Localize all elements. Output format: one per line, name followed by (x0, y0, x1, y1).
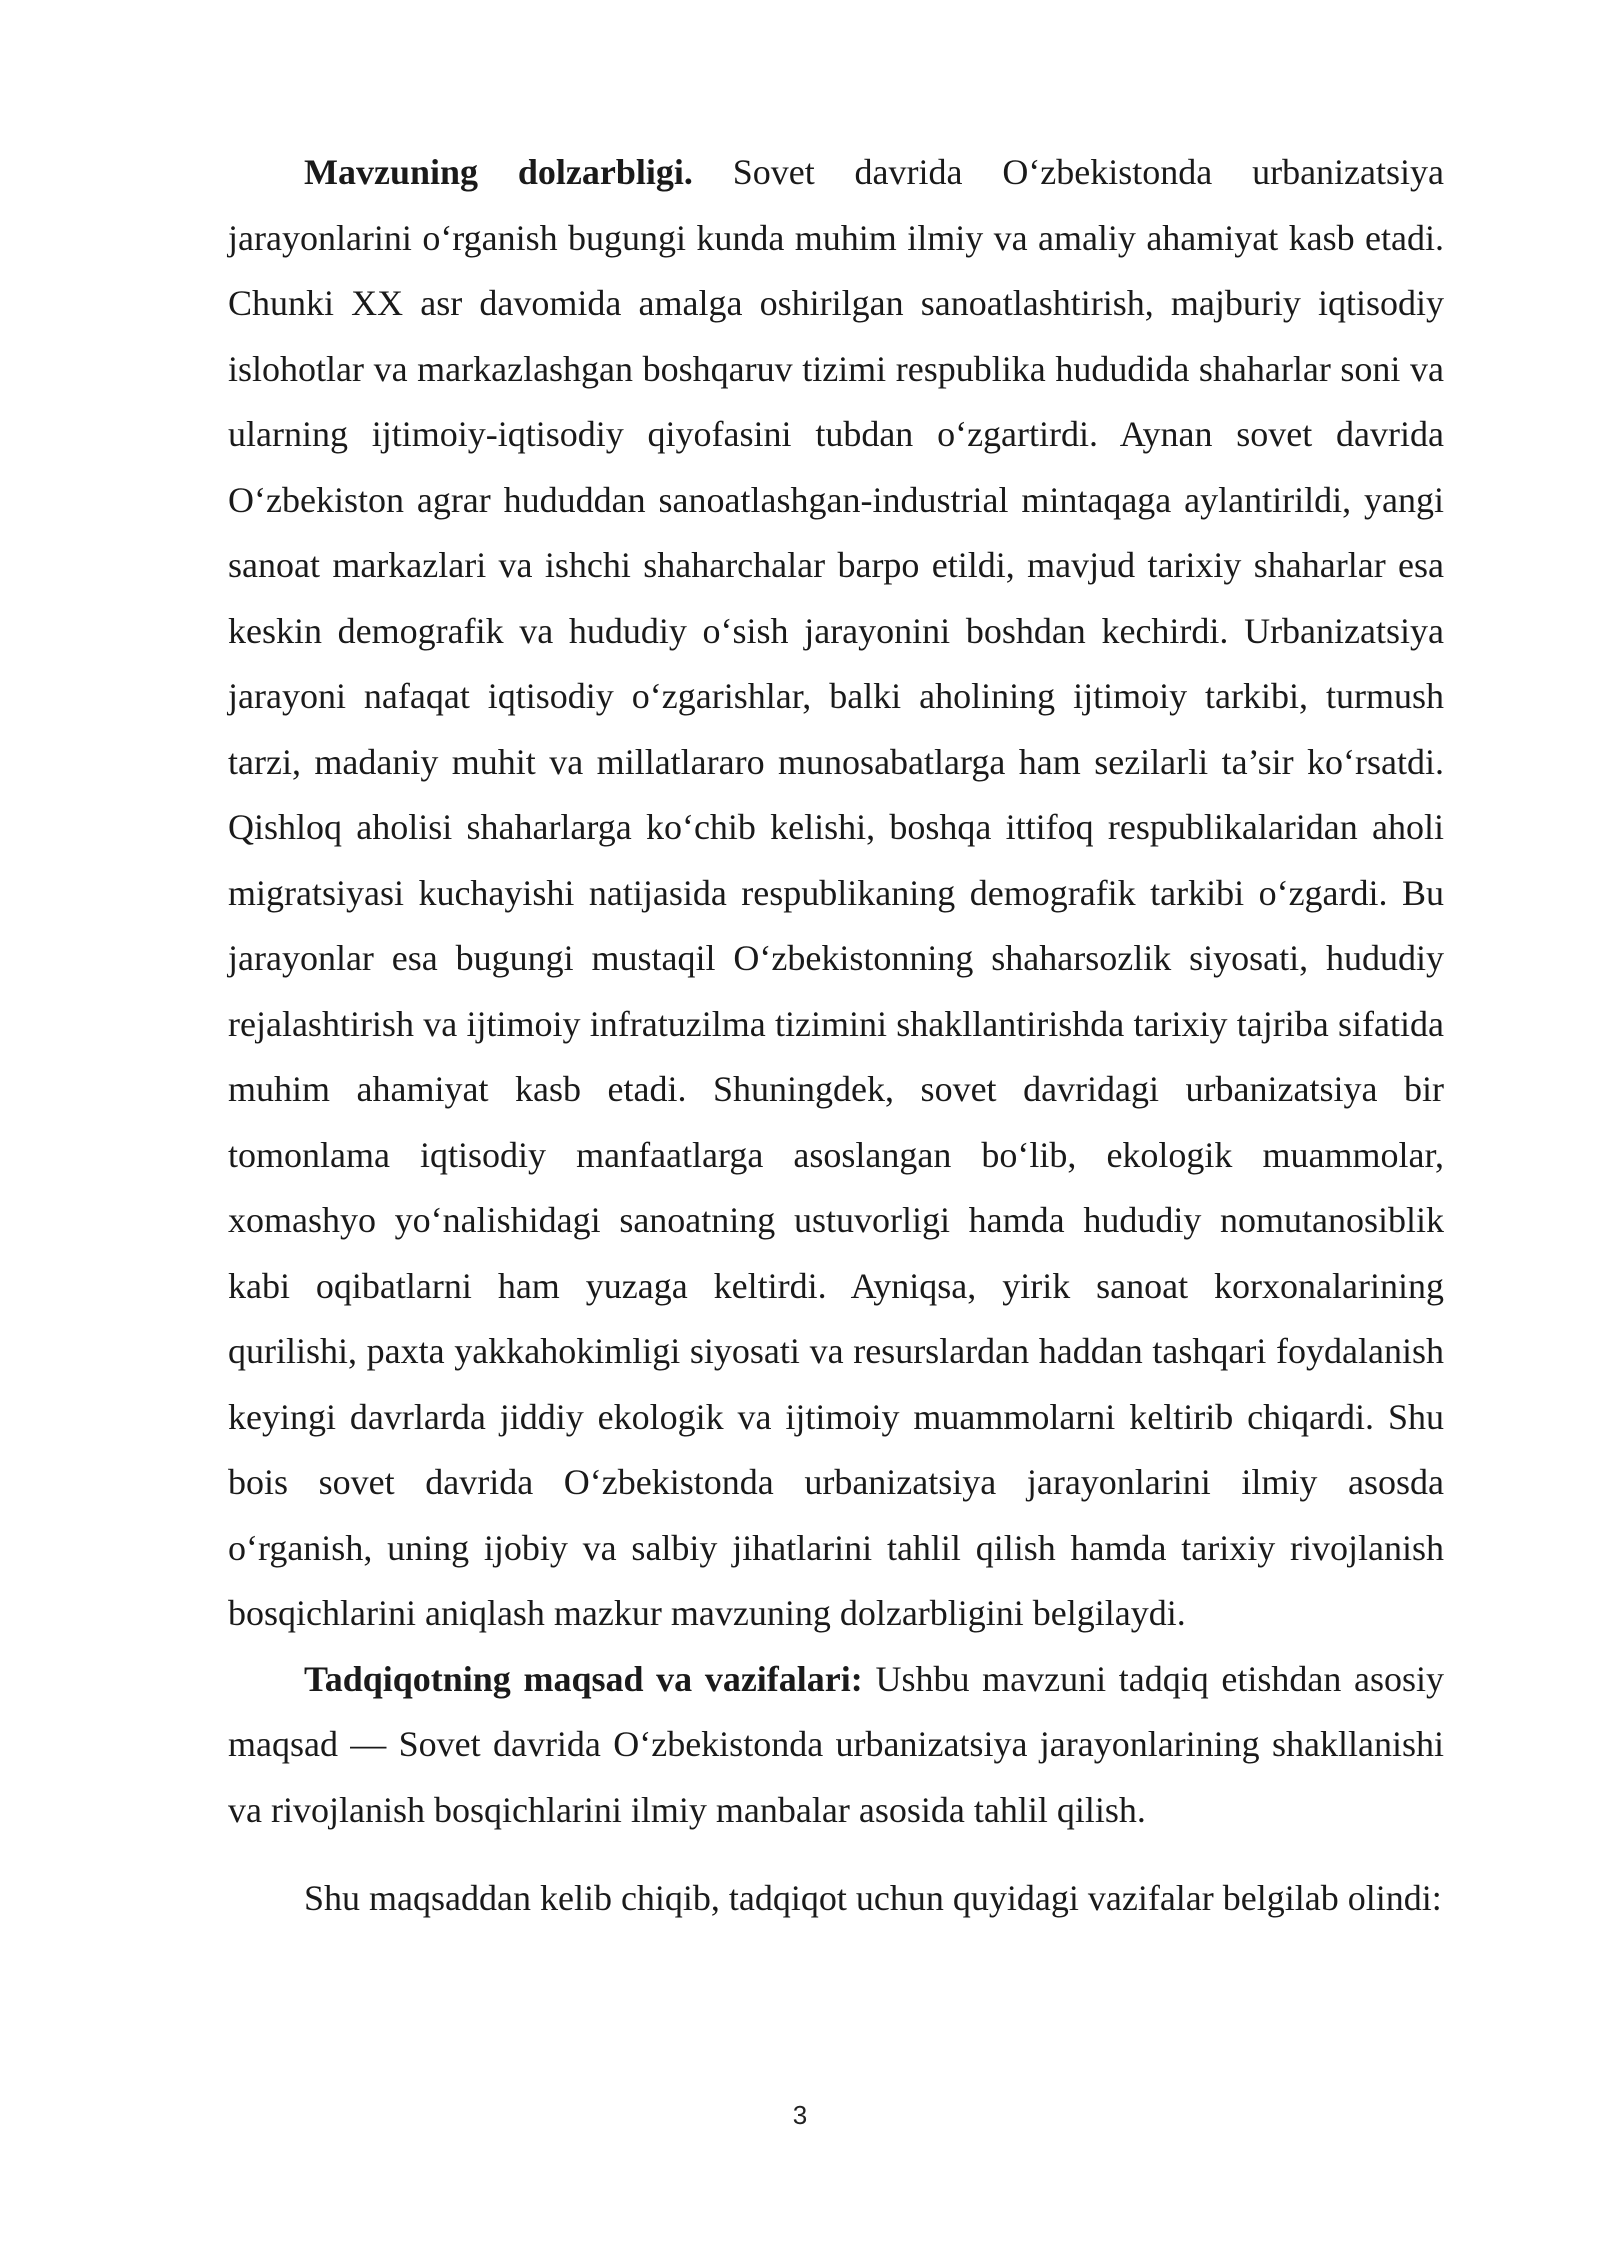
paragraph-body-relevance: Sovet davrida O‘zbekistonda urbanizatsiya jarayonlarini o‘rganish bugungi kunda muhim ilmiy va amaliy ahamiyat kasb etadi. Chunki XX asr davomida amalga oshirilgan sanoatlashtirish, majburiy iqtisodiy islohotlar va markazlashgan boshqaruv tizimi respublika hududida shaharlar soni va ularning ijtimoiy-iqtisodiy qiyofasini tubdan o‘zgartirdi. Aynan sovet davrida O‘zbekiston agrar hududdan sanoatlashgan-industrial mintaqaga aylantirildi, yangi sanoat markazlari va ishchi shaharchalar barpo etildi, mavjud tarixiy shaharlar esa keskin demografik va hududiy o‘sish jarayonini boshdan kechirdi. Urbanizatsiya jarayoni nafaqat iqtisodiy o‘zgarishlar, balki aholining ijtimoiy tarkibi, turmush tarzi, madaniy muhit va millatlararo munosabatlarga ham sezilarli ta’sir ko‘rsatdi. Qishloq aholisi shaharlarga ko‘chib kelishi, boshqa ittifoq respublikalaridan aholi migratsiyasi kuchayishi natijasida respublikaning demografik tarkibi o‘zgardi. Bu jarayonlar esa bugungi mustaqil O‘zbekistonning shaharsozlik siyosati, hududiy rejalashtirish va ijtimoiy infratuzilma tizimini shakllantirishda tarixiy tajriba sifatida muhim ahamiyat kasb etadi. Shuningdek, sovet davridagi urbanizatsiya bir tomonlama iqtisodiy manfaatlarga asoslangan bo‘lib, ekologik muammolar, xomashyo yo‘nalishidagi sanoatning ustuvorligi hamda hududiy nomutanosiblik kabi oqibatlarni ham yuzaga keltirdi. Ayniqsa, yirik sanoat korxonalarining qurilishi, paxta yakkahokimligi siyosati va resurslardan haddan tashqari foydalanish keyingi davrlarda jiddiy ekologik va ijtimoiy muammolarni keltirib chiqardi. Shu bois sovet davrida O‘zbekistonda urbanizatsiya jarayonlarini ilmiy asosda o‘rganish, uning ijobiy va salbiy jihatlarini tahlil qilish hamda tarixiy rivojlanish bosqichlarini aniqlash mazkur mavzuning dolzarbligini belgilaydi. (228, 152, 1445, 1633)
paragraph-goals (228, 1647, 1444, 1844)
page-number: 3 (792, 2100, 808, 2130)
paragraph-lead-goals: Tadqiqotning maqsad va vazifalari: (304, 1658, 863, 1699)
paragraph-body-tasks-intro: Shu maqsaddan kelib chiqib, tadqiqot uchun quyidagi vazifalar belgilab olindi: (304, 1878, 1442, 1918)
paragraph-body-goals: Ushbu mavzuni tadqiq etishdan asosiy maqsad — Sovet davrida O‘zbekistonda urbanizatsiya jarayonlarining shakllanishi va rivojlanish bosqichlarini ilmiy manbalar asosida tahlil qilish. (228, 1658, 1445, 1830)
document-page (228, 140, 1444, 1932)
paragraph-tasks-intro (228, 1866, 1444, 1932)
paragraph-relevance (228, 140, 1444, 1647)
paragraph-lead-relevance: Mavzuning dolzarbligi. (304, 152, 693, 192)
